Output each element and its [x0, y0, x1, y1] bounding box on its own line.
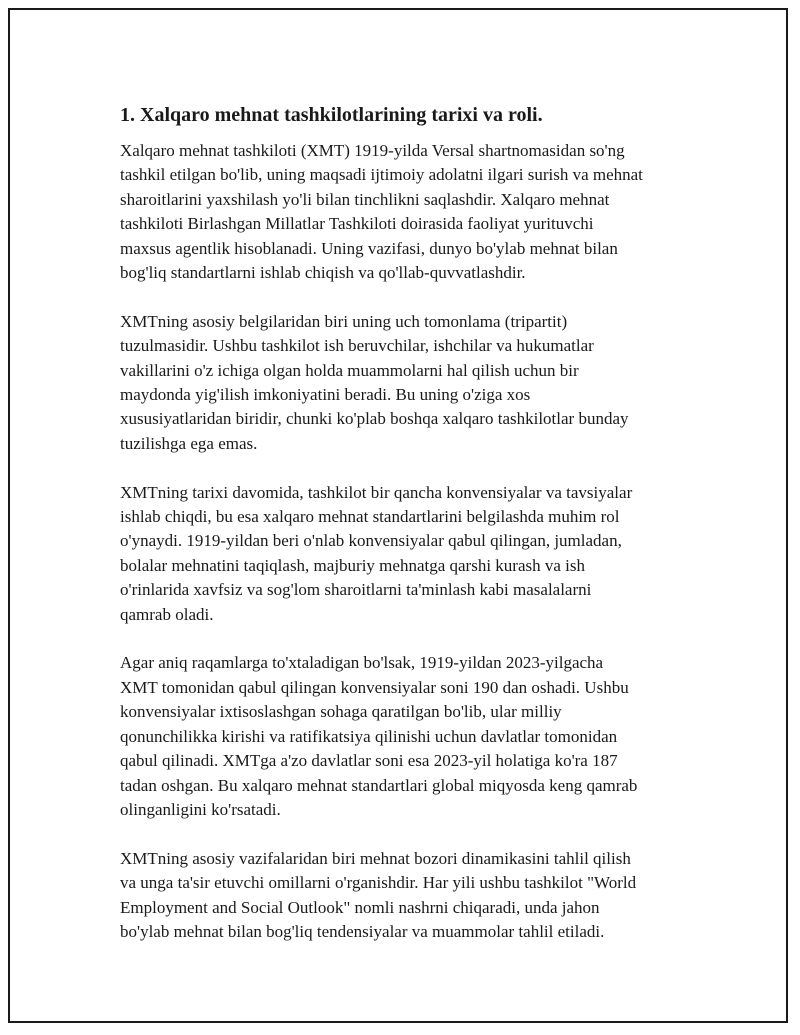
- text-line: tuzulmasidir. Ushbu tashkilot ish beruvchilar, ishchilar va hukumatlar: [120, 336, 594, 356]
- text-line: Agar aniq raqamlarga to'xtaladigan bo'lsak, 1919-yildan 2023-yilgacha: [120, 653, 604, 673]
- text-line: XMT tomonidan qabul qilingan konvensiyalar soni 190 dan oshadi. Ushbu: [120, 677, 629, 697]
- text-line: qamrab oladi.: [120, 604, 214, 624]
- text-line: sharoitlarini yaxshilash yo'li bilan tinchlikni saqlashdir. Xalqaro mehnat: [120, 189, 610, 209]
- text-line: va unga ta'sir etuvchi omillarni o'rganishdir. Har yili ushbu tashkilot "World: [120, 873, 637, 893]
- text-line: vakillarini o'z ichiga olgan holda muammolarni hal qilish uchun bir: [120, 360, 579, 380]
- document-body: [120, 102, 710, 969]
- text-line: Employment and Social Outlook" nomli nashrni chiqaradi, unda jahon: [120, 897, 600, 917]
- text-line: o'rinlarida xavfsiz va sog'lom sharoitlarni ta'minlash kabi masalalarni: [120, 580, 592, 600]
- text-line: bo'ylab mehnat bilan bog'liq tendensiyalar va muammolar tahlil etiladi.: [120, 921, 605, 941]
- paragraph-4: [120, 651, 710, 822]
- text-line: bog'liq standartlarni ishlab chiqish va qo'llab-quvvatlashdir.: [120, 263, 526, 283]
- text-line: o'ynaydi. 1919-yildan beri o'nlab konvensiyalar qabul qilingan, jumladan,: [120, 531, 622, 551]
- text-line: tuzilishga ega emas.: [120, 433, 258, 453]
- paragraph-5: [120, 847, 710, 945]
- paragraph-1: [120, 139, 710, 285]
- paragraph-3: [120, 481, 710, 627]
- text-line: ishlab chiqdi, bu esa xalqaro mehnat standartlarini belgilashda muhim rol: [120, 507, 620, 527]
- section-heading: 1. Xalqaro mehnat tashkilotlarining tarixi va roli.: [120, 104, 543, 126]
- text-line: qonunchilikka kirishi va ratifikatsiya qilinishi uchun davlatlar tomonidan: [120, 726, 618, 746]
- text-line: bolalar mehnatini taqiqlash, majburiy mehnatga qarshi kurash va ish: [120, 555, 586, 575]
- text-line: qabul qilinadi. XMTga a'zo davlatlar soni esa 2023-yil holatiga ko'ra 187: [120, 751, 618, 771]
- text-line: tashkil etilgan bo'lib, uning maqsadi ijtimoiy adolatni ilgari surish va mehnat: [120, 165, 643, 185]
- text-line: xususiyatlaridan biridir, chunki ko'plab boshqa xalqaro tashkilotlar bunday: [120, 409, 629, 429]
- text-line: XMTning tarixi davomida, tashkilot bir qancha konvensiyalar va tavsiyalar: [120, 482, 633, 502]
- paragraph-2: [120, 310, 710, 456]
- text-line: maydonda yig'ilish imkoniyatini beradi. Bu uning o'ziga xos: [120, 385, 531, 405]
- text-line: olinganligini ko'rsatadi.: [120, 799, 281, 819]
- text-line: tadan oshgan. Bu xalqaro mehnat standartlari global miqyosda keng qamrab: [120, 775, 638, 795]
- text-line: tashkiloti Birlashgan Millatlar Tashkiloti doirasida faoliyat yurituvchi: [120, 214, 594, 234]
- text-line: Xalqaro mehnat tashkiloti (XMT) 1919-yilda Versal shartnomasidan so'ng: [120, 141, 625, 160]
- page-frame: [8, 8, 788, 1023]
- text-line: konvensiyalar ixtisoslashgan sohaga qaratilgan bo'lib, ular milliy: [120, 702, 562, 722]
- text-line: maxsus agentlik hisoblanadi. Uning vazifasi, dunyo bo'ylab mehnat bilan: [120, 238, 618, 258]
- text-line: XMTning asosiy belgilaridan biri uning uch tomonlama (tripartit): [120, 311, 568, 331]
- text-line: XMTning asosiy vazifalaridan biri mehnat bozori dinamikasini tahlil qilish: [120, 848, 631, 868]
